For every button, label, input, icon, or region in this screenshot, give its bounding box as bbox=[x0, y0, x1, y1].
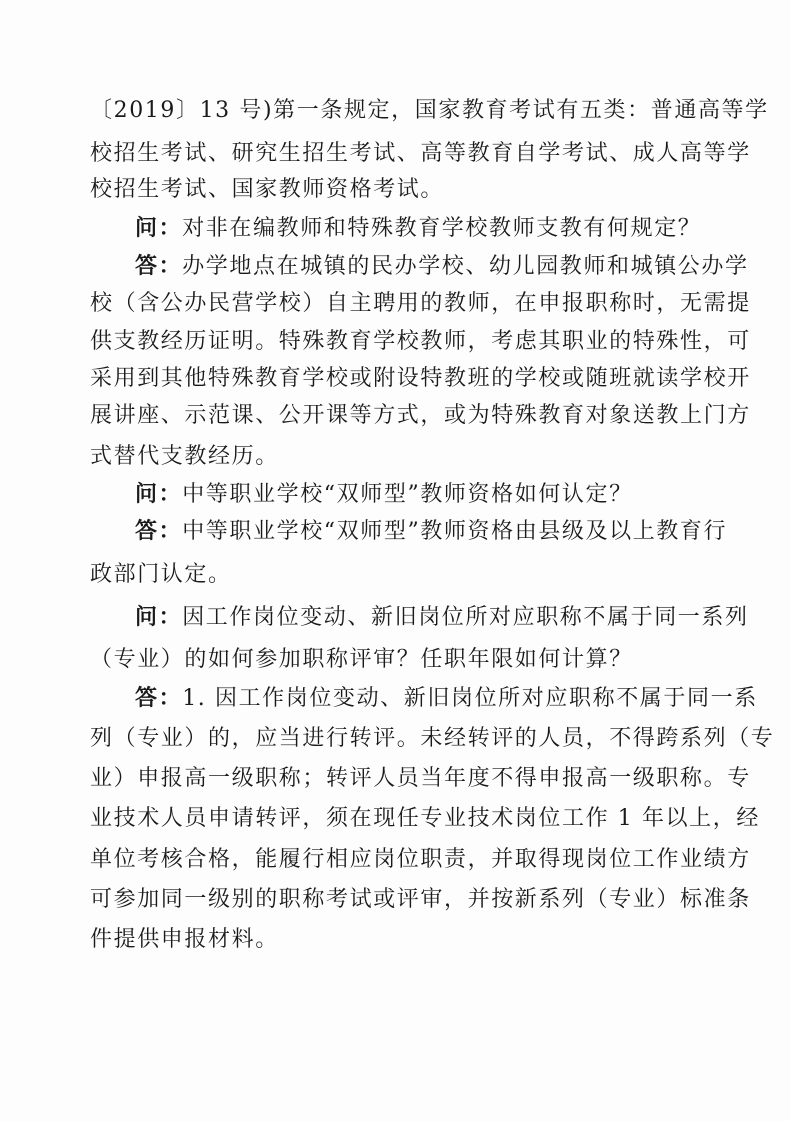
answer-label: 答： bbox=[135, 686, 183, 711]
question-label: 问： bbox=[135, 605, 183, 630]
paragraph-line: （专业）的如何参加职称评审？任职年限如何计算？ bbox=[90, 647, 633, 672]
answer-label: 答： bbox=[135, 519, 183, 544]
paragraph-line: 列（专业）的，应当进行转评。未经转评的人员，不得跨系列（专 bbox=[90, 726, 775, 751]
paragraph-line: 供支教经历证明。特殊教育学校教师，考虑其职业的特殊性，可 bbox=[90, 329, 751, 354]
paragraph-line: 展讲座、示范课、公开课等方式，或为特殊教育对象送教上门方 bbox=[90, 403, 751, 428]
paragraph-line: 式替代支教经历。 bbox=[90, 444, 279, 469]
paragraph-line: 〔2019〕13 号)第一条规定，国家教育考试有五类：普通高等学 bbox=[90, 98, 769, 123]
paragraph-line: 校（含公办民营学校）自主聘用的教师，在申报职称时，无需提 bbox=[90, 291, 751, 316]
question-line: 问：因工作岗位变动、新旧岗位所对应职称不属于同一系列 bbox=[135, 605, 749, 630]
paragraph-line: 业）申报高一级职称；转评人员当年度不得申报高一级职称。专 bbox=[90, 766, 751, 791]
paragraph-line: 件提供申报材料。 bbox=[90, 927, 279, 952]
answer-line: 答：1. 因工作岗位变动、新旧岗位所对应职称不属于同一系 bbox=[135, 686, 758, 711]
question-label: 问： bbox=[135, 216, 183, 241]
paragraph-line: 政部门认定。 bbox=[90, 562, 232, 587]
question-line: 问：对非在编教师和特殊教育学校教师支教有何规定？ bbox=[135, 216, 702, 241]
paragraph-line: 业技术人员申请转评，须在现任专业技术岗位工作 1 年以上，经 bbox=[90, 806, 760, 831]
question-label: 问： bbox=[135, 482, 183, 507]
paragraph-line: 校招生考试、国家教师资格考试。 bbox=[90, 177, 445, 202]
answer-label: 答： bbox=[135, 254, 183, 279]
paragraph-line: 采用到其他特殊教育学校或附设特教班的学校或随班就读学校开 bbox=[90, 366, 751, 391]
paragraph-line: 可参加同一级别的职称考试或评审，并按新系列（专业）标准条 bbox=[90, 887, 751, 912]
answer-line: 答：办学地点在城镇的民办学校、幼儿园教师和城镇公办学 bbox=[135, 254, 749, 279]
paragraph-line: 校招生考试、研究生招生考试、高等教育自学考试、成人高等学 bbox=[90, 141, 751, 166]
question-line: 问：中等职业学校“双师型”教师资格如何认定？ bbox=[135, 482, 633, 507]
answer-line: 答：中等职业学校“双师型”教师资格由县级及以上教育行 bbox=[135, 519, 728, 544]
paragraph-line: 单位考核合格，能履行相应岗位职责，并取得现岗位工作业绩方 bbox=[90, 847, 751, 872]
